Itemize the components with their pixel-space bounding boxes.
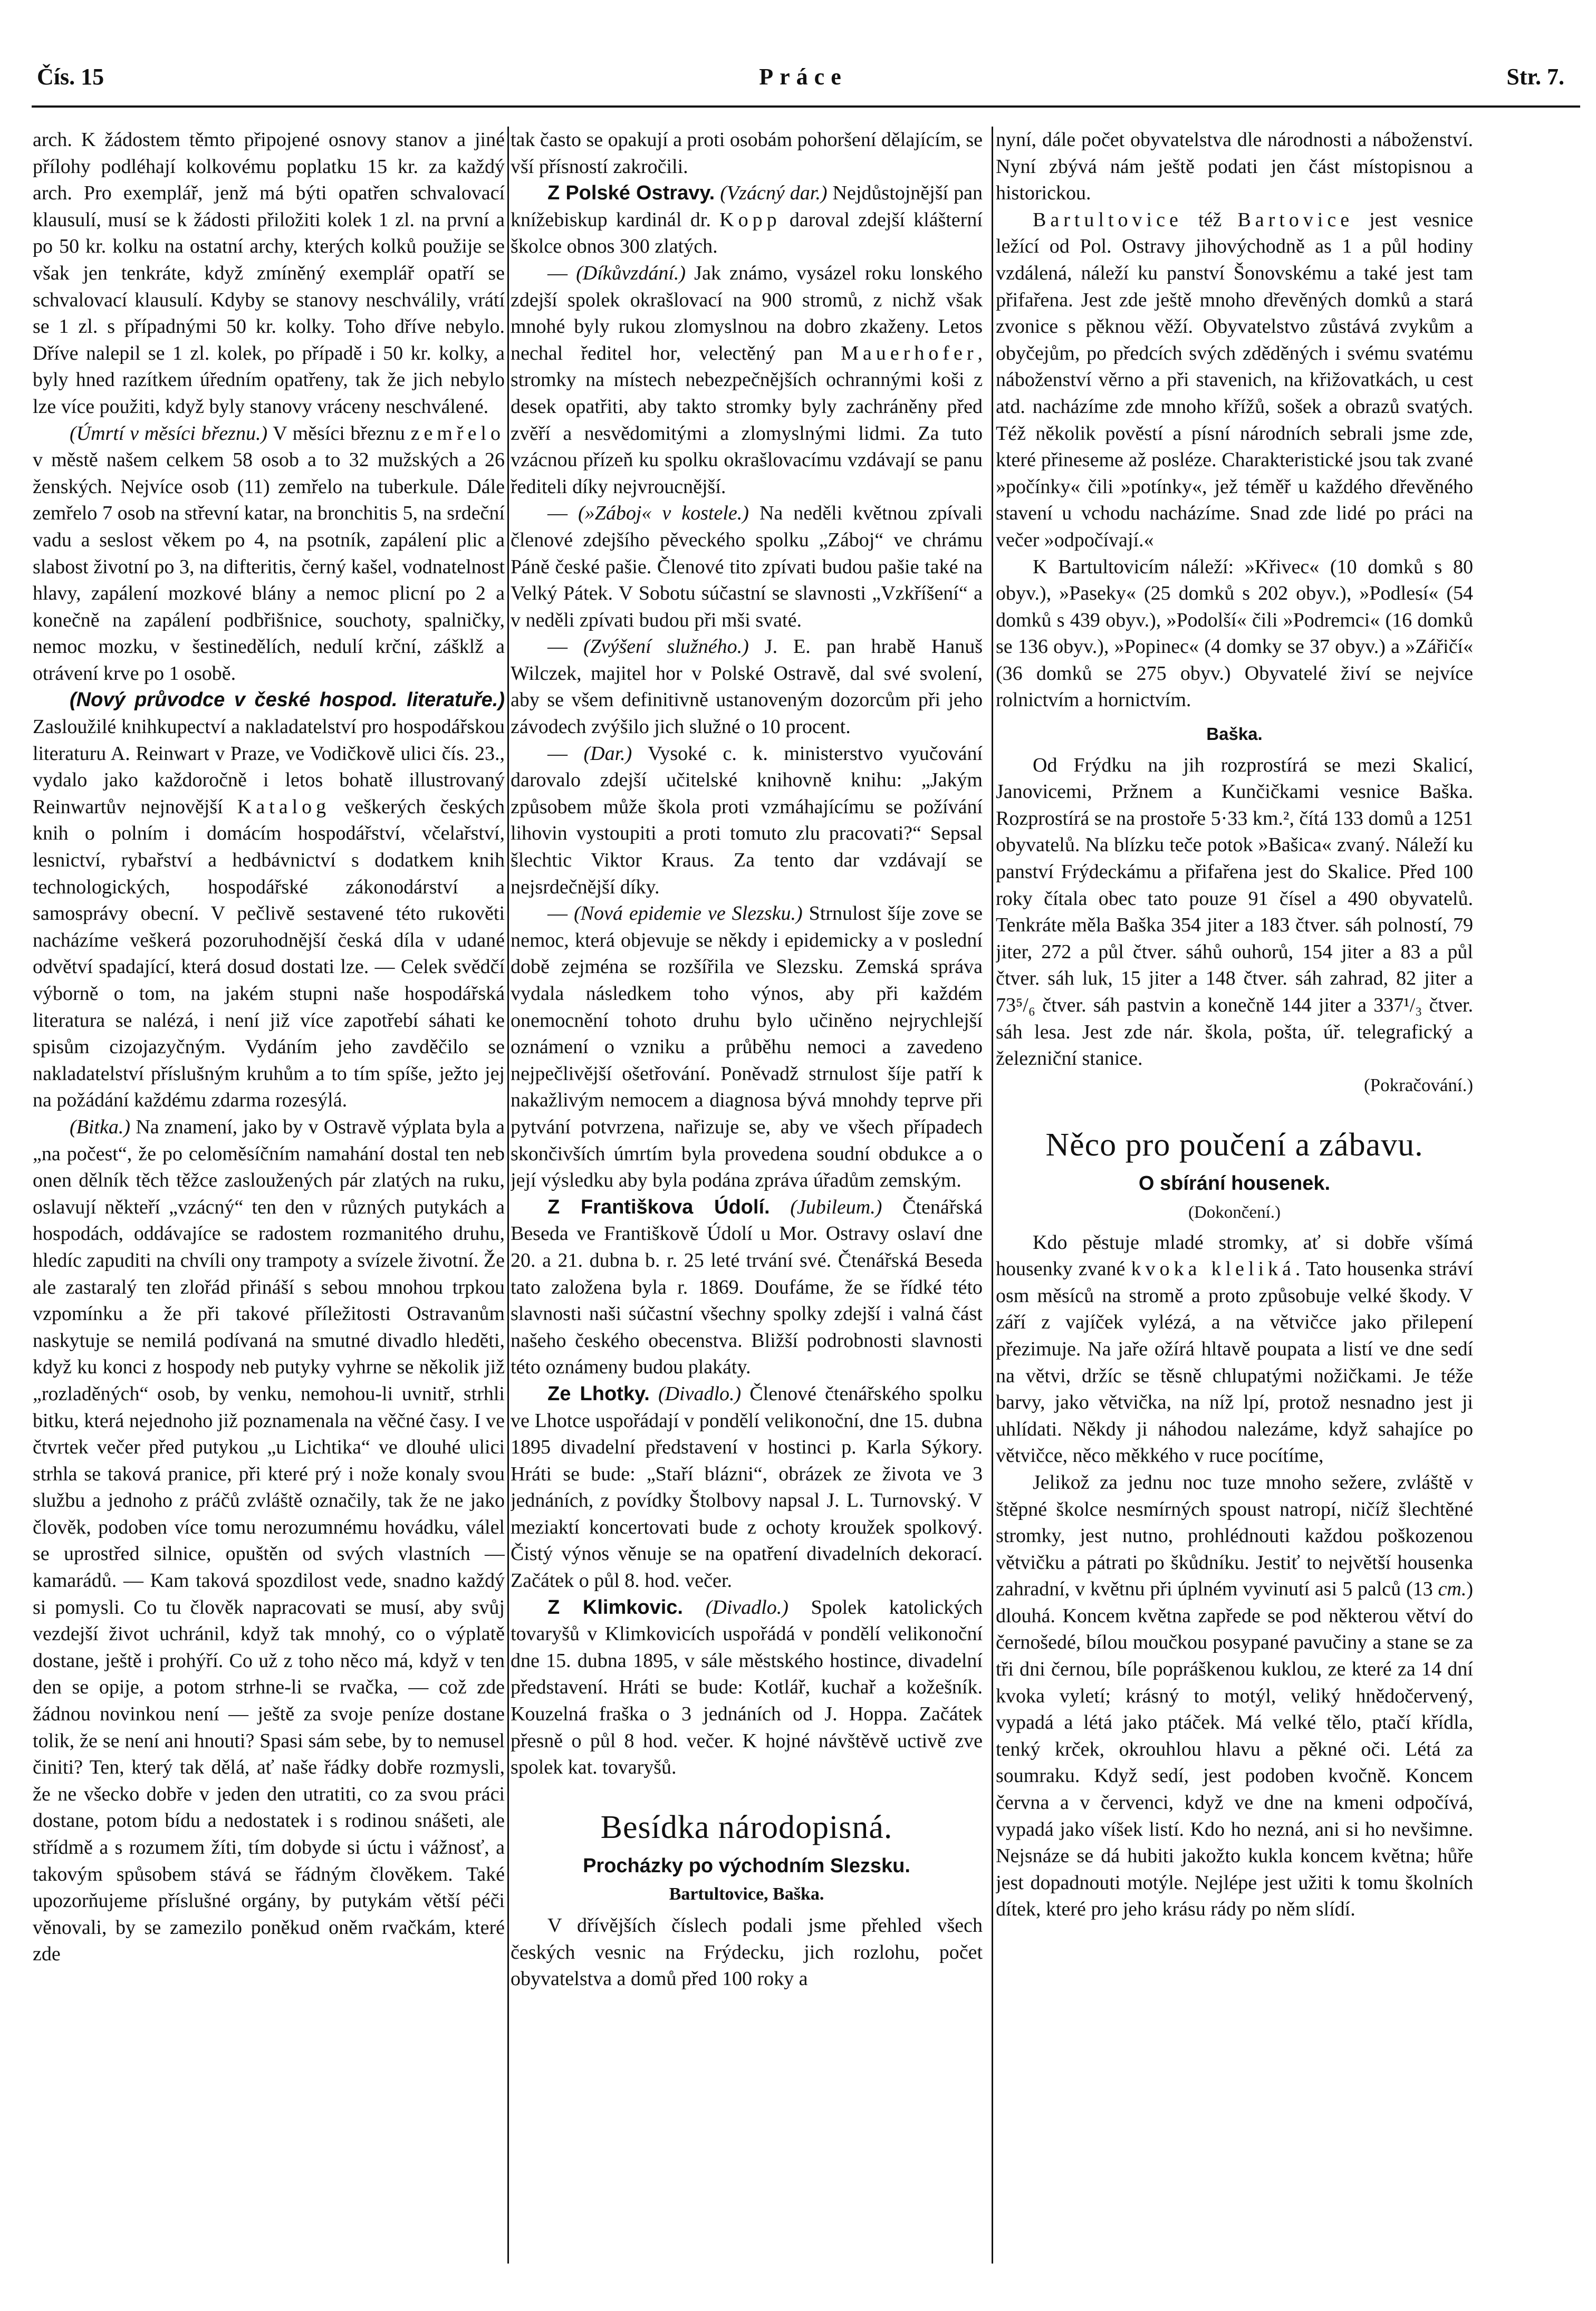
continued-note: (Pokračování.) (1363, 1074, 1473, 1095)
article-baska: Od Frýdku na jih rozprostírá se mezi Skalicí, Janovicemi, Pržnem a Kunčičkami vesnice Baška. Rozprostírá se na prostoře 5·33 km.², čítá 133 domů a 1251 obyvatelů. Na blízku teče potok »Bašica« zvaný. Náleží ku panství Frýdeckámu a přifařena jest do Skalice. Před 100 roky čítala obec tato pouze 91 čísel a 490 obyvatelů. Tenkráte měla Baška 354 jiter a 183 čtver. sáh polností, 79 jiter, 272 a půl čtver. sáhů ouhorů, 154 jiter a 83 a půl čtver. sáh luk, 15 jiter a 148 čtver. sáh zahrad, 82 jiter a 73⁵/₆ čtver. sáh pastvin a konečně 144 jiter a 337¹/₃ čtver. sáh lesa. Jest zde nár. škola, pošta, úř. telegrafický a železniční stanice. (996, 754, 1473, 1070)
page-number: Str. 7. (1506, 64, 1564, 90)
paragraph: V dřívějších číslech podali jsme přehled všech českých vesnic na Frýdecku, jich rozlohu, počet obyvatelstva a domů před 100 roky a (511, 1914, 983, 1990)
issue-number: Čís. 15 (37, 64, 104, 90)
article-housenky-1: Kdo pěstuje mladé stromky, ať si dobře všímá housenky zvané kvoka kleliká. Tato housenka stráví osm měsíců na stromě a proto způsobuje velké škody. V září z vajíček vylézá, a na větvičce jako přilepení přezimuje. Na jaře ožírá hltavě poupata a listí ve dne sedí na větvi, držíc se těsně chlupatými nožičkami. Je téže barvy, jako větvička, na níž lpí, protož nesnadno jest ji uhlídati. Někdy ji náhodou nalezáme, když sahajíce po větvičce, něco měkkého v ruce pocítíme, (996, 1231, 1473, 1467)
column-3 (996, 127, 1473, 2252)
header-rule (32, 105, 1580, 108)
column-divider-2 (992, 127, 993, 2264)
article-dar: — (Dar.) Vysoké c. k. ministerstvo vyučování darovalo zdejší učitelské knihovně knihu: „Jakým způsobem může škola proti vzmáhajícímu se požívání lihovin vystoupiti a proti tomuto zlu pracovati?“ Sepsal šlechtic Viktor Kraus. Za tento dar vzdávají se nejsrdečnější díky. (511, 742, 983, 898)
masthead-title: Práce (759, 64, 848, 90)
article-vzacny-dar: Z Polské Ostravy. (Vzácný dar.) Nejdůstojnější pan knížebiskup kardinál dr. Kopp daroval zdejší klášterní školce obnos 300 zlatých. (511, 182, 983, 258)
column-2 (511, 127, 983, 2252)
article-pruvodce: (Nový průvodce v české hospod. literatuře.) Zasloužilé knihkupectví a nakladatelství pro hospodářskou literaturu A. Reinwart v Praze, ve Vodičkově ulici čís. 23., vydalo jako každoročně i letos bohatě illustrovaný Reinwartův nejnovější Katalog veškerých českých knih o polním i domácím hospodářství, včelařství, lesnictví, rybařství a hedbávnictví s dodatkem knih technologických, hospodářské zákonodárství a samosprávy obecní. V pečlivě sestavené této rukověti nacházíme veškerá pozoruhodnější česká díla v udané odvětví spadající, která dosud dostati lze. — Celek svědčí výborně o tom, na jakém stupni naše hospodářská literatura se nalézá, i není již více zapotřebí sáhati ke spisům cizojazyčným. Vydáním jeho zavděčilo se nakladatelství příslušným kruhům a to tím spíše, ježto jej na požádání každému zdarma rozesýlá. (33, 689, 505, 1112)
article-zaboj: — (»Záboj« v kostele.) Na neděli květnou zpívali členové zdejšího pěveckého spolku „Záboj“ ve chrámu Páně české pašie. Členové tito zpívati budou pašie také na Velký Pátek. V Sobotu súčastní se slavnosti „Vzkříšení“ a v neděli zpívati budou při mši svaté. (511, 502, 983, 631)
article-lhotka: Ze Lhotky. (Divadlo.) Členové čtenářského spolku ve Lhotce uspořádají v pondělí velikonoční, dne 15. dubna 1895 divadelní představení v hostinci p. Karla Sýkory. Hráti se bude: „Staří blázni“, obrázek ze života ve 3 jednáních, z povídky Štolbovy napsal J. L. Turnovský. V meziaktí koncertovati bude z ochoty kroužek spolkový. Čistý výnos věnuje se na opatření divadelních dekorací. Začátek o půl 8. hod. večer. (511, 1382, 983, 1592)
subsection-baska: Baška. (1206, 724, 1263, 744)
paragraph: K Bartultovicím náleží: »Křivec« (10 domků s 80 obyv.), »Paseky« (25 domků s 202 obyv.), »Podlesí« (54 domků s 439 obyv.), »Podolší« čili »Podremci« (16 domků se 136 obyv.), »Popinec« (4 domky se 37 obyv.) a »Zářičí« (36 domků se 275 obyv.) Obyvatelé živí se nejvíce rolnictvím a hornictvím. (996, 555, 1473, 711)
section-title-zabava: Něco pro poučení a zábavu. (1045, 1127, 1424, 1163)
article-dikuvzdani: — (Díkůvzdání.) Jak známo, vysázel roku lonského zdejší spolek okrašlovací na 900 stromů, z nichž však mnohé byly rukou zlomyslnou na dobro zkaženy. Letos nechal ředitel hor, velectěný pan Mauerhofer, stromky na místech nebezpečnějších ochrannými koši z desek opatřiti, aby takto stromky byly zachráněny před zvěří a nesvědomitými a zlomyslnými lidmi. Za tuto vzácnou přízeň ku spolku okrašlovacímu vzdávají se panu řediteli díky nejvroucnější. (511, 262, 983, 498)
column-divider-1 (507, 127, 509, 2264)
section-title-besidka: Besídka národopisná. (600, 1809, 893, 1845)
paragraph: tak často se opakují a proti osobám pohoršení dělajícím, se vší přísností zakročili. (511, 129, 983, 178)
section-subtitle: Procházky po východním Slezsku. (583, 1854, 910, 1877)
paragraph: arch. K žádostem těmto připojené osnovy stanov a jiné přílohy podléhají kolkovému poplatku 15 kr. za každý arch. Pro exemplář, jenž má býti opatřen schvalovací klausulí, musí se k žádosti přiložiti kolek 1 zl. na první a po 50 kr. kolku na ostatní archy, kterých kolků použije se však jen tenkráte, když zmíněný exemplář opatří se schvalovací klausulí. Kdyby se stanovy neschválily, vrátí se 1 zl. s případnými 50 kr. kolky. Toho dříve nebylo. Dříve nalepil se 1 zl. kolek, po případě i 50 kr. kolky, a byly hned razítkem úředním opatřeny, tak že jich nebylo lze více použiti, když byly stanovy vráceny neschválené. (33, 129, 505, 418)
column-1 (33, 127, 505, 2252)
section-subtitle: O sbírání housenek. (1138, 1172, 1331, 1195)
article-bartultovice: Bartultovice též Bartovice jest vesnice ležící od Pol. Ostravy jihovýchodně as 1 a půl hodiny vzdálená, náleží ku panství Šonovskému a také jest tam přifařena. Jest zde ještě mnoho dřevěných domků a stará zvonice s pěknou věží. Obyvatelstvo zůstává zvykům a obyčejům, po předcích svých zděděných i svému svatému náboženství věrno a při stavenich, na křižovatkách, u cest atd. nacházíme zde mnoho křížů, sošek a obrazů svatých. Též několik pověstí a písní národních sebrali jsme zde, které přineseme až posléze. Charakteristické jsou tak zvané »počínky« čili »potínky«, jež téměř u každého dřevěného stavení u vchodu nacházíme. Snad zde lidé po práci na večer »odpočívají.« (996, 208, 1473, 551)
page-header (37, 63, 1570, 100)
section-places: Bartultovice, Baška. (669, 1884, 824, 1904)
article-umrti: (Úmrtí v měsíci březnu.) V měsíci březnu zemřelo v městě našem celkem 58 osob a to 32 mužských a 26 ženských. Nejvíce osob (11) zemřelo na tuberkule. Dále zemřelo 7 osob na střevní katar, na bronchitis 5, na srdeční vadu a seslost věkem po 4, na psotník, zapálení plic a slabost životní po 3, na difteritis, černý kašel, vodnatelnost hlavy, zapálení mozkové blány a nemoc plicní po 2 a konečně na zapálení podbřišnice, souchoty, spalničky, nemoc mozku, v šestinedělích, nedulí krční, zášklž a otrávení krve po 1 osobě. (33, 422, 505, 685)
section-note: (Dokončení.) (1188, 1202, 1281, 1222)
article-klimkovice: Z Klimkovic. (Divadlo.) Spolek katolických tovaryšů v Klimkovicích uspořádá v pondělí velikonoční dne 15. dubna 1895, v sále městského hostince, divadelní představení. Hráti se bude: Kotlář, kuchař a kožešník. Kouzelná fraška o 3 jednáních od J. Hoppa. Začátek přesně o půl 8 hod. večer. K hojné návštěvě uctivě zve spolek kat. tovaryšů. (511, 1596, 983, 1779)
article-epidemie: — (Nová epidemie ve Slezsku.) Strnulost šíje zove se nemoc, která objevuje se někdy i epidemicky a v poslední době zejména se rozšířila ve Slezsku. Zemská správa vydala následkem toho výnos, aby při každém onemocnění tohoto druhu bylo učiněno nejrychlejší oznámení o vzniku a průběhu nemoci a zavedeno nejpečlivější ošetřování. Poněvadž strnulost šíje patří k nakažlivým nemocem a diagnosa bývá mnohdy teprve při pytvání potvrzena, nařizuje se, aby ve všech případech skončivších úmrtím byla provedena soudní obdukce a o její výsledku aby byla podána zpráva úřadům zemským. (511, 902, 983, 1192)
paragraph: nyní, dále počet obyvatelstva dle národnosti a náboženství. Nyní zbývá nám ještě podati jen část místopisnou a historickou. (996, 129, 1473, 205)
article-frantiskovo: Z Františkova Údolí. (Jubileum.) Čtenářská Beseda ve Františkově Údolí u Mor. Ostravy oslaví dne 20. a 21. dubna b. r. 25 leté trvání své. Čtenářská Beseda tato založena byla r. 1869. Doufáme, že se řídké této slavnosti naši súčastní všechny spolky zdejší i valná část našeho českého obecenstva. Bližší podrobnosti slavnosti této oznámeny budou plakáty. (511, 1196, 983, 1379)
article-bitka: (Bitka.) Na znamení, jako by v Ostravě výplata byla a „na počest“, že po celoměsíčním namahání dostal ten neb onen dělník těch těžce zasloužených pár zlatých na ruku, oslavují někteří „vzácný“ ten den v různých putykách a hospodách, oddávajíce se radostem rozmanitého druhu, hledíc zapuditi na chvíli ony trampoty a svízele životní. Že ale zastaralý ten zlořád přináší s sebou mnohou trpkou vzpomínku a že při takové příležitosti Ostravanům naskytuje se nemilá podívaná na smutné divadlo hleděti, když ku konci z hospody neb putyky vyhrne se několik již „rozladěných“ osob, by venku, nemohou-li uvnitř, strhli bitku, která nejednoho již poznamenala na věčné časy. I ve čtvrtek večer před putykou „u Lichtika“ ve dlouhé ulici strhla se taková pranice, při které prý i nože konaly svou službu a jednoho z práčů zvláště označily, tak že ne jako člověk, podoben více tomu nerozumnému hovádku, válel se uprostřed silnice, opuštěn od svých vlastních — kamarádů. — Kam taková spozdilost vede, snadno každý si pomysli. Co tu člověk napracovati se musí, aby svůj vezdejší život uchránil, když tak mnohý, co o výplatě dostane, ještě i prohýří. Co už z toho něco má, když v ten den se opije, a potom strhne-li se rvačka, — což zde žádnou novinkou není — ještě za svoje peníze dostane tolik, že se není ani hnouti? Spasi sám sebe, by to nemusel činiti? Ten, který tak dělá, ať naše řádky dobře rozmysli, že ne všecko dobře v jeden den utratiti, co za svou práci dostane, potom bídu a nedostatek i s rodinou snášeti, ale střídmě a s rozumem žíti, tím dobyde si úctu i vážnosť, a takovým spůsobem stává se řádným člověkem. Také upozorňujeme příslušné orgány, by putykám větší péči věnovali, by se zamezilo poněkud oněm rvačkám, které zde (33, 1115, 505, 1966)
article-housenky-2: Jelikož za jednu noc tuze mnoho sežere, zvláště v štěpné školce nesmírných spoust natropí, ničíž šlechtěné stromky, jest nutno, prohlédnouti každou poškozenou větvičku a pátrati po škůdníku. Jestiť to největší housenka zahradní, v květnu při úplném vyvinutí asi 5 palců (13 cm.) dlouhá. Koncem května zapřede se pod některou větví do černošedé, bílou moučkou posypané pavučiny a stane se za tři dni černou, bíle popráškenou kuklou, ze které za 14 dní kvoka vyletí; krásný to motýl, veliký hnědočervený, vypadá a létá jako ptáček. Má velké tělo, ptačí křídla, tenký krček, okrouhlou hlavu a pěkné oči. Létá za soumraku. Když sedí, jest podoben kvočně. Koncem června a v červenci, když ve dne na kmeni odpočívá, vypadá jako víšek listí. Kdo ho nezná, ani si ho nevšimne. Nejsnáze se dá hubiti jakožto kukla koncem května; hůře jest dopadnouti motýle. Nejlépe jest užiti k tomu školních dítek, které pro jeho krásu rády po něm slídí. (996, 1471, 1473, 1921)
article-zvyseni: — (Zvýšení služného.) J. E. pan hrabě Hanuš Wilczek, majitel hor v Polské Ostravě, dal své svolení, aby se všem definitivně ustanoveným dozorcům při jeho závodech zvýšilo jich služné o 10 procent. (511, 635, 983, 738)
